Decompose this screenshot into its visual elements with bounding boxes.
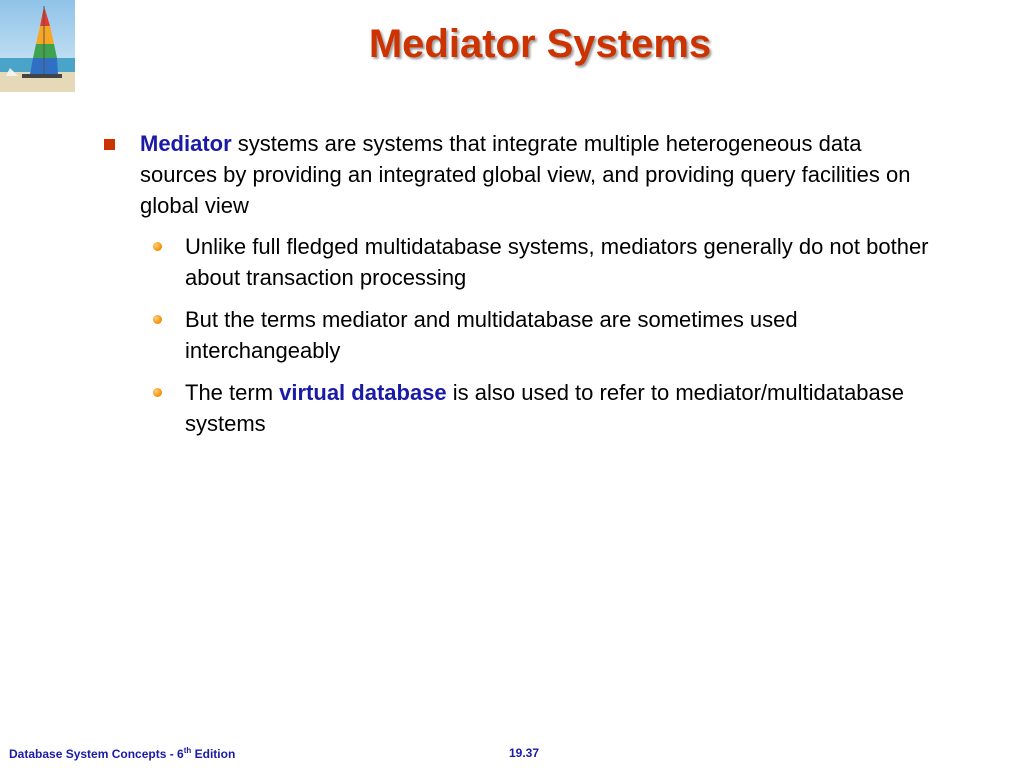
footer-edition-label: Edition <box>191 747 236 761</box>
round-bullet-icon <box>153 315 162 324</box>
footer-edition-superscript: th <box>183 746 192 755</box>
slide-title: Mediator Systems <box>368 22 712 66</box>
sub-bullet-text: Unlike full fledged multidatabase systems, mediators generally do not bother about transaction processing <box>185 234 929 290</box>
main-bullet-text: systems are systems that integrate multiple heterogeneous data sources by providing an integrated global view, and providing query facilities on global view <box>140 131 911 218</box>
sub-bullet-transaction <box>104 231 944 293</box>
sub-bullet-interchangeable <box>104 304 944 366</box>
footer-book-title <box>9 746 235 761</box>
sub-bullet-text: But the terms mediator and multidatabase are sometimes used interchangeably <box>185 307 798 363</box>
sub-bullet-text-after: is also used to refer to mediator/multidatabase systems <box>185 380 905 436</box>
sub-bullet-text-before: The term <box>185 380 280 405</box>
slide-content <box>104 128 944 450</box>
square-bullet-icon <box>104 139 115 150</box>
sub-bullet-virtual-database <box>104 377 944 439</box>
round-bullet-icon <box>153 242 162 251</box>
round-bullet-icon <box>153 388 162 397</box>
virtual-database-term: virtual database <box>279 380 447 405</box>
page-number: 19.37 <box>509 746 540 760</box>
mediator-term: Mediator <box>140 131 232 156</box>
main-bullet <box>104 128 944 221</box>
sub-bullet-list <box>104 231 944 439</box>
footer-book-name: Database System Concepts - 6 <box>9 747 184 761</box>
